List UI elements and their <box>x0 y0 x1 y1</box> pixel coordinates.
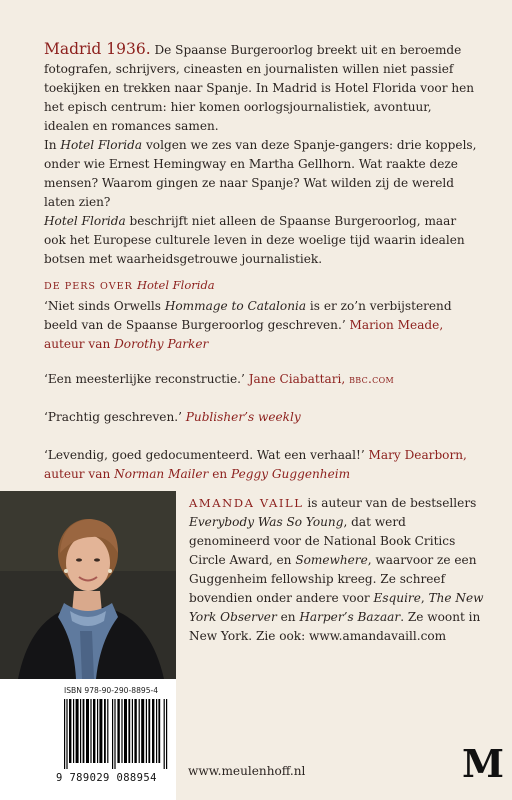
author-portrait-illustration <box>0 491 176 679</box>
press-quote: ‘Een meesterlijke reconstructie.’ Jane Ciabattari, bbc.com <box>44 372 394 386</box>
blurb-paragraph-1: Madrid 1936. De Spaanse Burgeroorlog breekt uit en beroemde fotografen, schrijvers, cineasten en journalisten willen niet passief toekijken en trekken naar Spanje. In Madrid is Hotel Florida voor hen het episch centrum: hier komen oorlogsjournalistiek, avontuur, idealen en romances samen. <box>44 40 475 133</box>
author-name: AMANDA VAILL <box>189 496 304 510</box>
publisher-website: www.meulenhoff.nl <box>188 764 306 778</box>
press-quotes <box>44 297 480 503</box>
author-photo <box>0 491 176 679</box>
blurb-paragraph-3: Hotel Florida beschrijft niet alleen de Spaanse Burgeroorlog, maar ook het Europese culturele leven in deze woelige tijd waarin idealen botsen met waarheidsgetrouwe journalistiek. <box>44 214 465 266</box>
barcode-bars <box>64 699 168 769</box>
blurb-lead: Madrid 1936. <box>44 40 151 58</box>
press-quote: ‘Levendig, goed gedocumenteerd. Wat een verhaal!’ Mary Dearborn, auteur van Norman Mailer en Peggy Guggenheim <box>44 448 467 481</box>
publisher-logo: M <box>462 741 505 786</box>
blurb-paragraph-2: In Hotel Florida volgen we zes van deze Spanje-gangers: drie koppels, onder wie Ernest Hemingway en Martha Gellhorn. Wat raakte deze mensen? Waarom gingen ze naar Spanje? Wat wilden zij de wereld laten zien? <box>44 138 477 209</box>
press-quote: ‘Prachtig geschreven.’ Publisher’s weekly <box>44 410 301 424</box>
author-bio: AMANDA VAILL is auteur van de bestsellers Everybody Was So Young, dat werd genomineerd voor de National Book Critics Circle Award, en Somewhere, waarvoor ze een Guggenheim fellowship kreeg. Ze schreef bovendien onder andere voor Esquire, The New York Observer en Harper’s Bazaar. Ze woont in New York. Zie ook: www.amandavaill.com <box>189 496 484 643</box>
isbn-label: ISBN 978-90-290-8895-4 <box>64 686 159 695</box>
press-heading: DE PERS OVER Hotel Florida <box>44 278 215 292</box>
blurb-text <box>44 40 480 269</box>
barcode-digits: 9 789029 088954 <box>56 772 157 784</box>
press-quote: ‘Niet sinds Orwells Hommage to Catalonia is er zo’n verbijsterend beeld van de Spaanse Burgeroorlog geschreven.’ Marion Meade, auteur van Dorothy Parker <box>44 299 452 351</box>
